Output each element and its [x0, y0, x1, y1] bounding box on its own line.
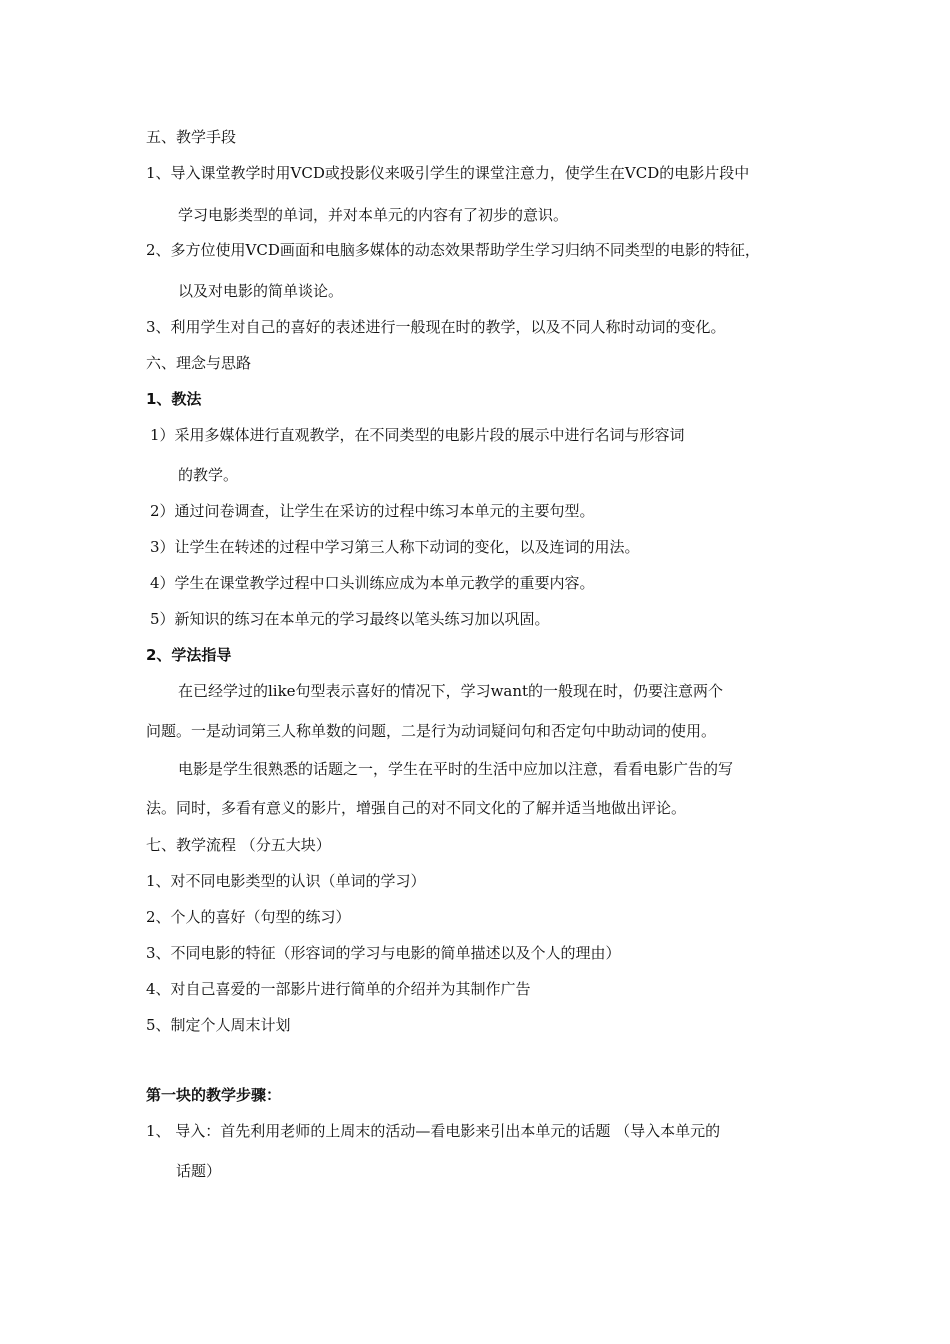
flow-item-1: 1、对不同电影类型的认识（单词的学习）: [146, 872, 426, 890]
section-7-heading: 七、教学流程 （分五大块）: [146, 836, 331, 854]
method-item-5: 5）新知识的练习在本单元的学习最终以笔头练习加以巩固。: [150, 610, 550, 628]
method-item-1-cont: 的教学。: [178, 466, 239, 484]
flow-item-5: 5、制定个人周末计划: [146, 1016, 291, 1034]
section-6-heading: 六、理念与思路: [146, 354, 252, 372]
block-1-heading: 第一块的教学步骤：: [146, 1086, 282, 1104]
flow-item-2: 2、个人的喜好（句型的练习）: [146, 908, 351, 926]
method-item-1: 1）采用多媒体进行直观教学，在不同类型的电影片段的展示中进行名词与形容词: [150, 426, 685, 444]
section-5-item-2-cont: 以及对电影的简单谈论。: [178, 282, 344, 300]
method-item-4: 4）学生在课堂教学过程中口头训练应成为本单元教学的重要内容。: [150, 574, 595, 592]
section-5-item-1: 1、导入课堂教学时用VCD或投影仪来吸引学生的课堂注意力，使学生在VCD的电影片段中: [146, 164, 750, 182]
section-5-heading: 五、教学手段: [146, 128, 237, 146]
block-1-step-1: 1、 导入：首先利用老师的上周末的活动—看电影来引出本单元的话题 （导入本单元的: [146, 1122, 721, 1140]
flow-item-4: 4、对自己喜爱的一部影片进行简单的介绍并为其制作广告: [146, 980, 531, 998]
method-item-3: 3）让学生在转述的过程中学习第三人称下动词的变化，以及连词的用法。: [150, 538, 640, 556]
block-1-step-1-cont: 话题）: [176, 1162, 222, 1180]
section-5-item-1-cont: 学习电影类型的单词，并对本单元的内容有了初步的意识。: [178, 206, 569, 224]
method-item-2: 2）通过问卷调查，让学生在采访的过程中练习本单元的主要句型。: [150, 502, 595, 520]
guidance-paragraph-1-cont: 问题。一是动词第三人称单数的问题，二是行为动词疑问句和否定句中助动词的使用。: [146, 722, 717, 740]
guidance-paragraph-2-cont: 法。同时，多看有意义的影片，增强自己的对不同文化的了解并适当地做出评论。: [146, 799, 687, 817]
guidance-paragraph-1: 在已经学过的like句型表示喜好的情况下，学习want的一般现在时，仍要注意两个: [178, 682, 724, 700]
flow-item-3: 3、不同电影的特征（形容词的学习与电影的简单描述以及个人的理由）: [146, 944, 621, 962]
section-5-item-3: 3、利用学生对自己的喜好的表述进行一般现在时的教学，以及不同人称时动词的变化。: [146, 318, 726, 336]
guidance-paragraph-2: 电影是学生很熟悉的话题之一，学生在平时的生活中应加以注意，看看电影广告的写: [178, 760, 734, 778]
section-6-sub-heading-2: 2、学法指导: [146, 646, 232, 664]
section-6-sub-heading-1: 1、教法: [146, 390, 202, 408]
section-5-item-2: 2、多方位使用VCD画面和电脑多媒体的动态效果帮助学生学习归纳不同类型的电影的特征，: [146, 241, 760, 259]
